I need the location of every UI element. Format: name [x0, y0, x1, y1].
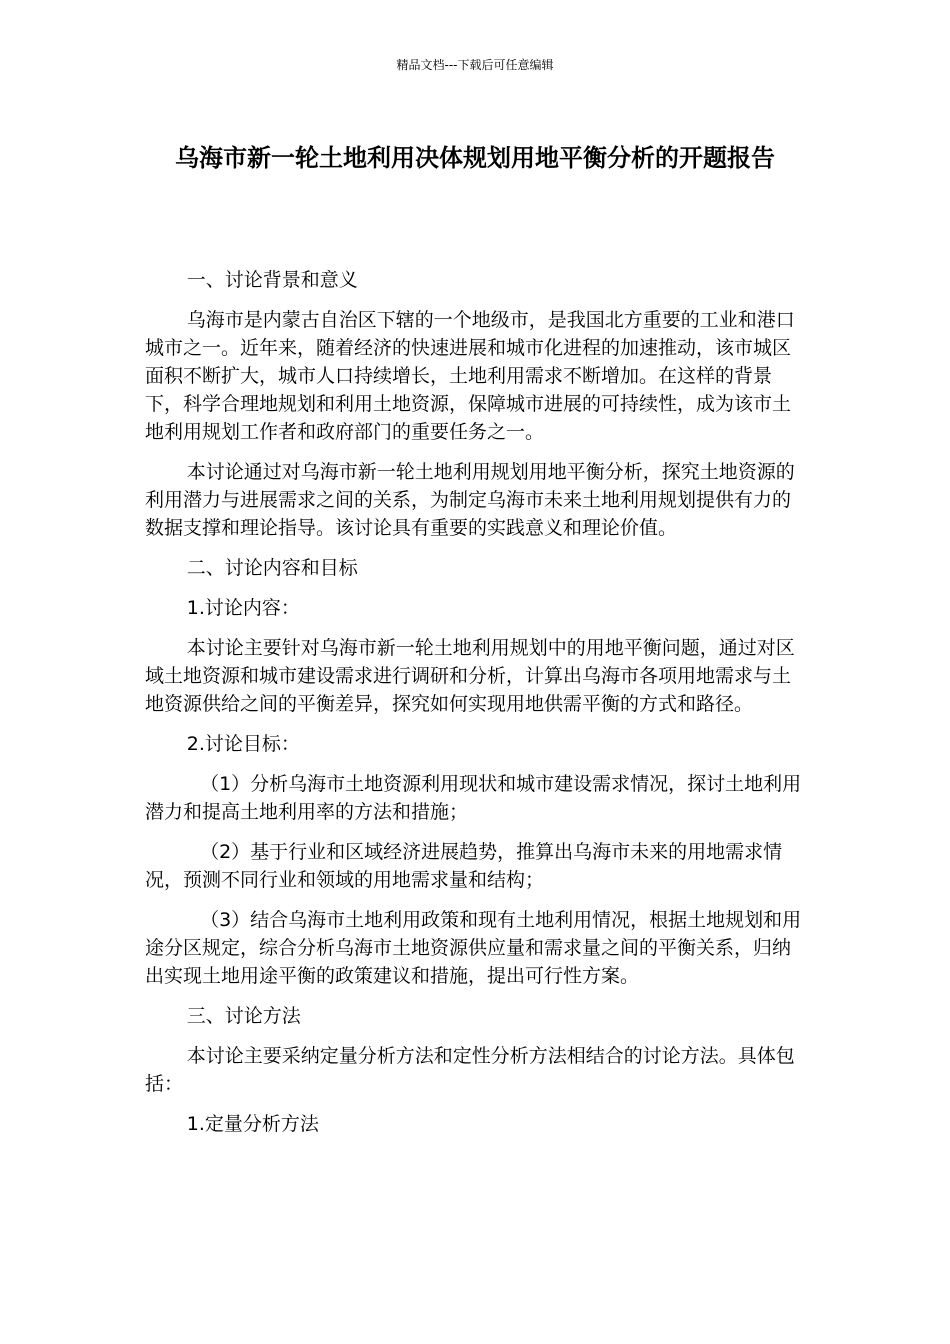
paragraph-significance: 本讨论通过对乌海市新一轮土地利用规划用地平衡分析，探究土地资源的利用潜力与进展需求之间的关系，为制定乌海市未来土地利用规划提供有力的数据支撑和理论指导。该讨论具有重要的实践意义和理论价值。 — [145, 461, 795, 539]
section-heading-methods: 三、讨论方法 — [186, 1005, 301, 1027]
paragraph-methods: 本讨论主要采纳定量分析方法和定性分析方法相结合的讨论方法。具体包括： — [145, 1045, 795, 1095]
section-heading-content-goals: 二、讨论内容和目标 — [186, 557, 358, 579]
subheading-research-goals: 2.讨论目标： — [186, 733, 300, 755]
goal-item-1: （1）分析乌海市土地资源利用现状和城市建设需求情况，探讨土地利用潜力和提高土地利用率的方法和措施； — [145, 773, 802, 823]
page-header: 精品文档---下载后可任意编辑 — [396, 58, 554, 72]
goal-item-3: （3）结合乌海市土地利用政策和现有土地利用情况，根据土地规划和用途分区规定，综合分析乌海市土地资源供应量和需求量之间的平衡关系，归纳出实现土地用途平衡的政策建议和措施，提出可行性方案。 — [145, 909, 802, 987]
paragraph-research-content: 本讨论主要针对乌海市新一轮土地利用规划中的用地平衡问题，通过对区域土地资源和城市建设需求进行调研和分析，计算出乌海市各项用地需求与土地资源供给之间的平衡差异，探究如何实现用地供需平衡的方式和路径。 — [145, 637, 795, 715]
section-heading-background: 一、讨论背景和意义 — [186, 269, 358, 291]
subheading-quantitative-methods: 1.定量分析方法 — [186, 1113, 319, 1135]
document-body — [145, 266, 805, 1150]
document-title: 乌海市新一轮土地利用决体规划用地平衡分析的开题报告 — [175, 144, 775, 172]
subheading-research-content: 1.讨论内容： — [186, 597, 300, 619]
paragraph-background: 乌海市是内蒙古自治区下辖的一个地级市，是我国北方重要的工业和港口城市之一。近年来，随着经济的快速进展和城市化进程的加速推动，该市城区面积不断扩大，城市人口持续增长，土地利用需求不断增加。在这样的背景下，科学合理地规划和利用土地资源，保障城市进展的可持续性，成为该市土地利用规划工作者和政府部门的重要任务之一。 — [145, 309, 795, 443]
goal-item-2: （2）基于行业和区域经济进展趋势，推算出乌海市未来的用地需求情况，预测不同行业和领域的用地需求量和结构； — [145, 841, 783, 891]
